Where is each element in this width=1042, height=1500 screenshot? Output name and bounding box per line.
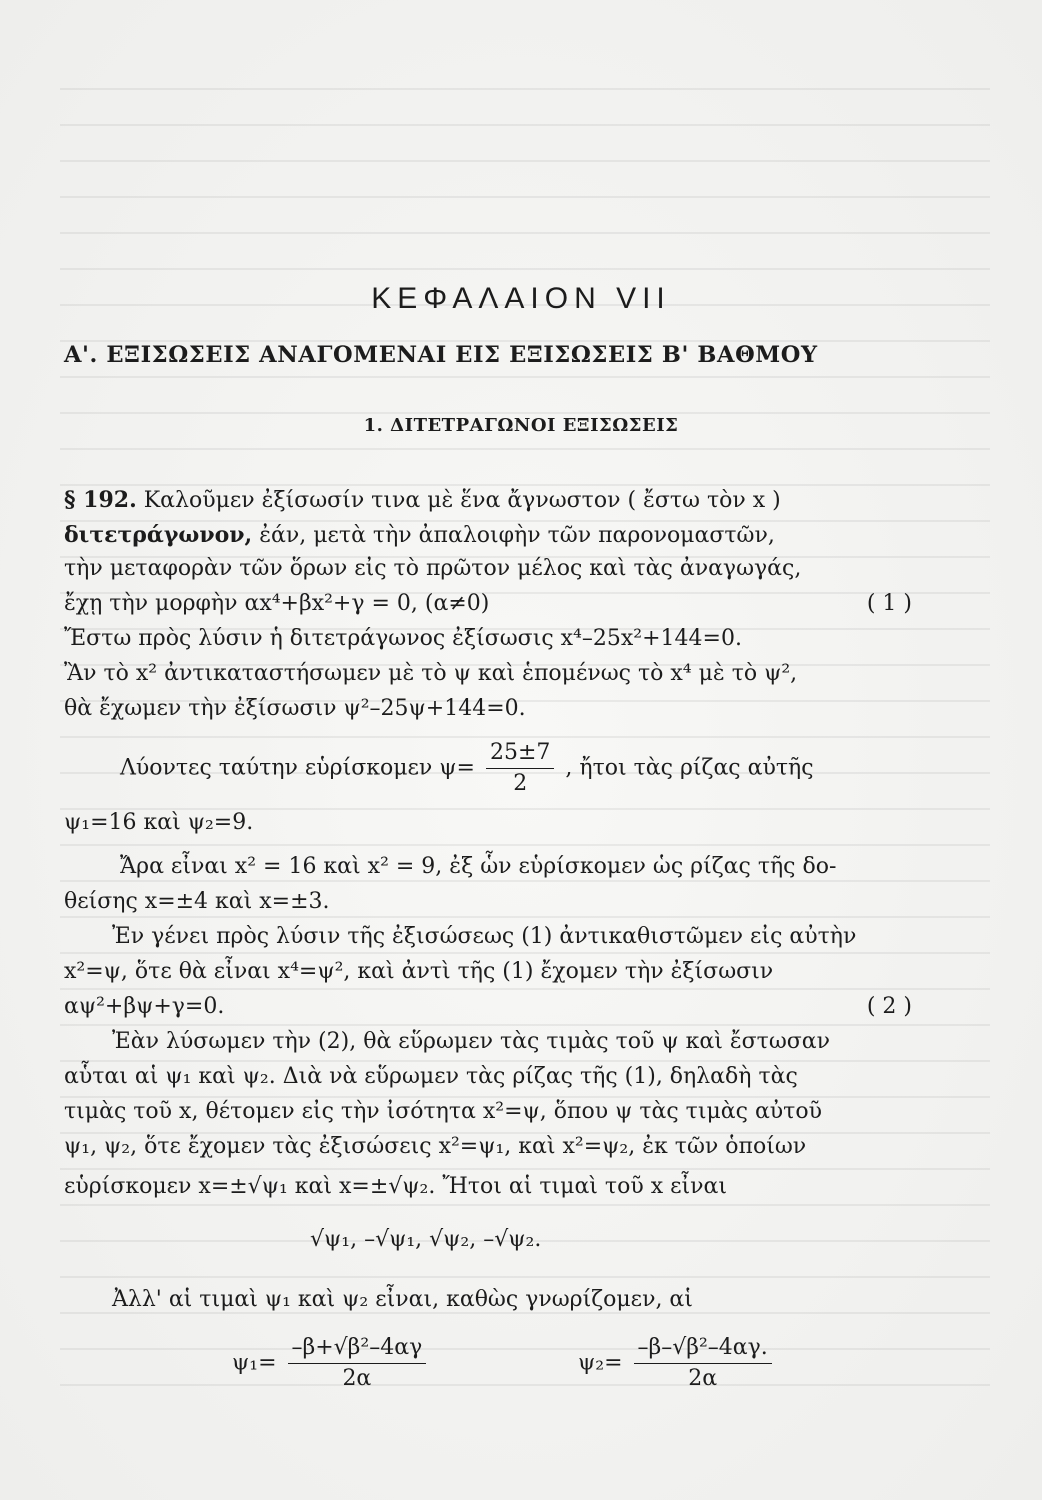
fraction: $\frac{25\pm 7}{2}$ (486, 738, 554, 799)
text-line: ἔχῃ τὴν μορφὴν αx⁴+βx²+γ = 0, (α≠0) ( 1 ) (64, 589, 912, 619)
chapter-heading: ΚΕΦΑΛΑΙΟΝ VII (371, 282, 671, 315)
text-line: Λύοντες ταύτην εὑρίσκομεν ψ= $\frac{25\pm 7}{2}$ , ἤτοι τὰς ρίζας αὐτῆς (120, 738, 968, 799)
section-title: Α'. ΕΞΙΣΩΣΕΙΣ ΑΝΑΓΟΜΕΝΑΙ ΕΙΣ ΕΞΙΣΩΣΕΙΣ Β' ΒΑΘΜΟΥ (64, 342, 818, 368)
text-line: Ἔστω πρὸς λύσιν ἡ διτετράγωνος ἐξίσωσις x⁴–25x²+144=0. (64, 626, 742, 651)
text-line: τὴν μεταφορὰν τῶν ὅρων εἰς τὸ πρῶτον μέλος καὶ τὰς ἀναγωγάς, (64, 556, 802, 581)
text-line: διτετράγωνον, ἐάν, μετὰ τὴν ἀπαλοιφὴν τῶν παρονομαστῶν, (64, 522, 775, 548)
text-line: Ἀλλ' αἱ τιμαὶ ψ₁ καὶ ψ₂ εἶναι, καθὼς γνωρίζομεν, αἱ (112, 1287, 693, 1312)
text-line: αὗται αἱ ψ₁ καὶ ψ₂. Διὰ νὰ εὕρωμεν τὰς ρίζας τῆς (1), δηλαδὴ τὰς (64, 1064, 798, 1089)
roots-list: √ψ₁, –√ψ₁, √ψ₂, –√ψ₂. (310, 1227, 542, 1252)
fraction: $\frac{\text{–β+√β²–4αγ}}{2\alpha}$ (288, 1333, 427, 1394)
equation-number: ( 2 ) (866, 994, 912, 1019)
text-line: θείσης x=±4 καὶ x=±3. (64, 889, 330, 914)
subsection-title: 1. ΔΙΤΕΤΡΑΓΩΝΟΙ ΕΞΙΣΩΣΕΙΣ (363, 415, 679, 436)
text-line: § 192. Καλοῦμεν ἐξίσωσίν τινα μὲ ἕνα ἄγνωστον ( ἔστω τὸν x ) (64, 487, 781, 513)
text-line: αψ²+βψ+γ=0. ( 2 ) (64, 992, 912, 1022)
fraction: $\frac{\text{–β–√β²–4αγ.}}{2\alpha}$ (634, 1333, 772, 1394)
text-line: Ἂν τὸ x² ἀντικαταστήσωμεν μὲ τὸ ψ καὶ ἑπομένως τὸ x⁴ μὲ τὸ ψ², (64, 661, 798, 686)
text-line: ψ₁, ψ₂, ὅτε ἔχομεν τὰς ἐξισώσεις x²=ψ₁, καὶ x²=ψ₂, ἐκ τῶν ὁποίων (64, 1134, 807, 1159)
text-line: ψ₁=16 καὶ ψ₂=9. (64, 810, 254, 835)
text-line: θὰ ἔχωμεν τὴν ἐξίσωσιν ψ²–25ψ+144=0. (64, 696, 526, 721)
text-line: Ἐὰν λύσωμεν τὴν (2), θὰ εὕρωμεν τὰς τιμὰς τοῦ ψ καὶ ἔστωσαν (112, 1029, 831, 1054)
text-line: τιμὰς τοῦ x, θέτομεν εἰς τὴν ἰσότητα x²=ψ, ὅπου ψ τὰς τιμὰς αὐτοῦ (64, 1099, 822, 1124)
text-line: Ἄρα εἶναι x² = 16 καὶ x² = 9, ἐξ ὧν εὑρίσκομεν ὡς ρίζας τῆς δο- (120, 854, 837, 879)
text-line: Ἐν γένει πρὸς λύσιν τῆς ἐξισώσεως (1) ἀντικαθιστῶμεν εἰς αὐτὴν (112, 924, 857, 949)
formula-psi2: ψ₂= $\frac{\text{–β–√β²–4αγ.}}{2\alpha}$ (578, 1333, 1042, 1394)
formula-psi1: ψ₁= $\frac{\text{–β+√β²–4αγ}}{2\alpha}$ (232, 1333, 1042, 1394)
text-line: εὑρίσκομεν x=±√ψ₁ καὶ x=±√ψ₂. Ἤτοι αἱ τιμαὶ τοῦ x εἶναι (64, 1174, 727, 1199)
equation-number: ( 1 ) (866, 591, 912, 616)
paragraph-number: § 192. (64, 487, 137, 513)
term-biquadratic: διτετράγωνον, (64, 522, 253, 548)
text-line: x²=ψ, ὅτε θὰ εἶναι x⁴=ψ², καὶ ἀντὶ τῆς (1) ἔχομεν τὴν ἐξίσωσιν (64, 959, 774, 984)
